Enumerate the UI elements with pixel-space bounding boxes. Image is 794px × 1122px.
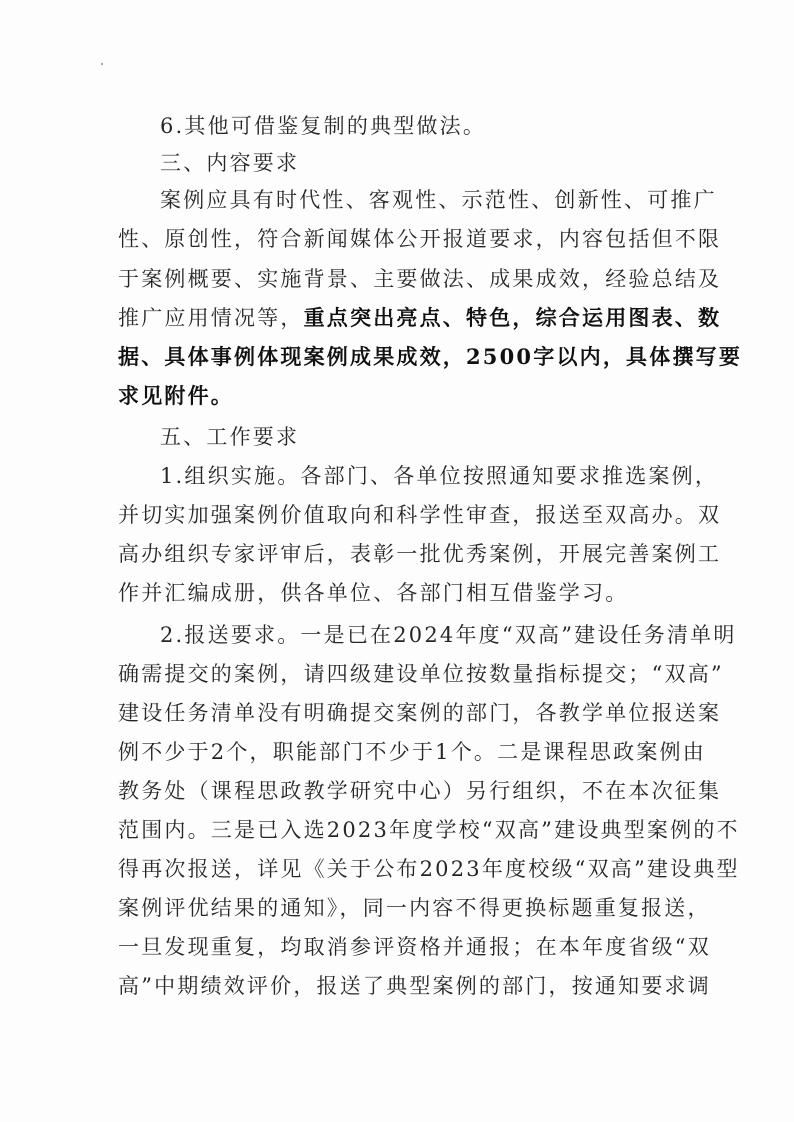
paragraph-line: 1.组织实施。各部门、各单位按照通知要求推选案例， [160,464,719,488]
paragraph-line: 例不少于2个，职能部门不少于1个。二是课程思政案例由 [118,740,706,764]
paragraph-line: 一旦发现重复，均取消参评资格并通报；在本年度省级“双 [118,935,711,959]
section-3-heading: 三、内容要求 [160,151,300,175]
paragraph-line: 并切实加强案例价值取向和科学性审查，报送至双高办。双 [118,503,722,527]
section-5-heading: 五、工作要求 [160,425,300,449]
paragraph-line: 高办组织专家评审后，表彰一批优秀案例，开展完善案例工 [118,542,722,566]
bold-paragraph-line: 求见附件。 [118,383,234,408]
paragraph-line: 教务处（课程思政教学研究中心）另行组织，不在本次征集 [118,779,722,803]
paragraph-line: 确需提交的案例，请四级建设单位按数量指标提交；“双高” [118,662,724,686]
paragraph-line: 性、原创性，符合新闻媒体公开报道要求，内容包括但不限 [118,227,722,251]
item-6-text: 6.其他可借鉴复制的典型做法。 [160,114,487,138]
paragraph-line: 作并汇编成册，供各单位、各部门相互借鉴学习。 [118,581,629,605]
paragraph-line: 范围内。三是已入选2023年度学校“双高”建设典型案例的不 [118,818,740,842]
paragraph-line: 案例应具有时代性、客观性、示范性、创新性、可推广 [160,188,717,212]
bold-emphasis-text: 重点突出亮点、特色，综合运用图表、数 [303,305,722,330]
paragraph-line: 得再次报送，详见《关于公布2023年度校级“双高”建设典型 [118,857,740,881]
bold-paragraph-line: 据、具体事例体现案例成果成效，2500字以内，具体撰写要 [118,344,743,369]
normal-text: 推广应用情况等， [118,306,304,330]
paragraph-line [118,303,722,333]
paragraph-line: 建设任务清单没有明确提交案例的部门，各教学单位报送案 [118,701,722,725]
paragraph-line: 于案例概要、实施背景、主要做法、成果成效，经验总结及 [118,267,722,291]
scan-speck [101,63,103,65]
paragraph-line: 案例评优结果的通知》，同一内容不得更换标题重复报送， [118,896,711,920]
paragraph-line: 高”中期绩效评价，报送了典型案例的部门，按通知要求调 [118,974,711,998]
paragraph-line: 2.报送要求。一是已在2024年度“双高”建设任务清单明 [160,623,737,647]
